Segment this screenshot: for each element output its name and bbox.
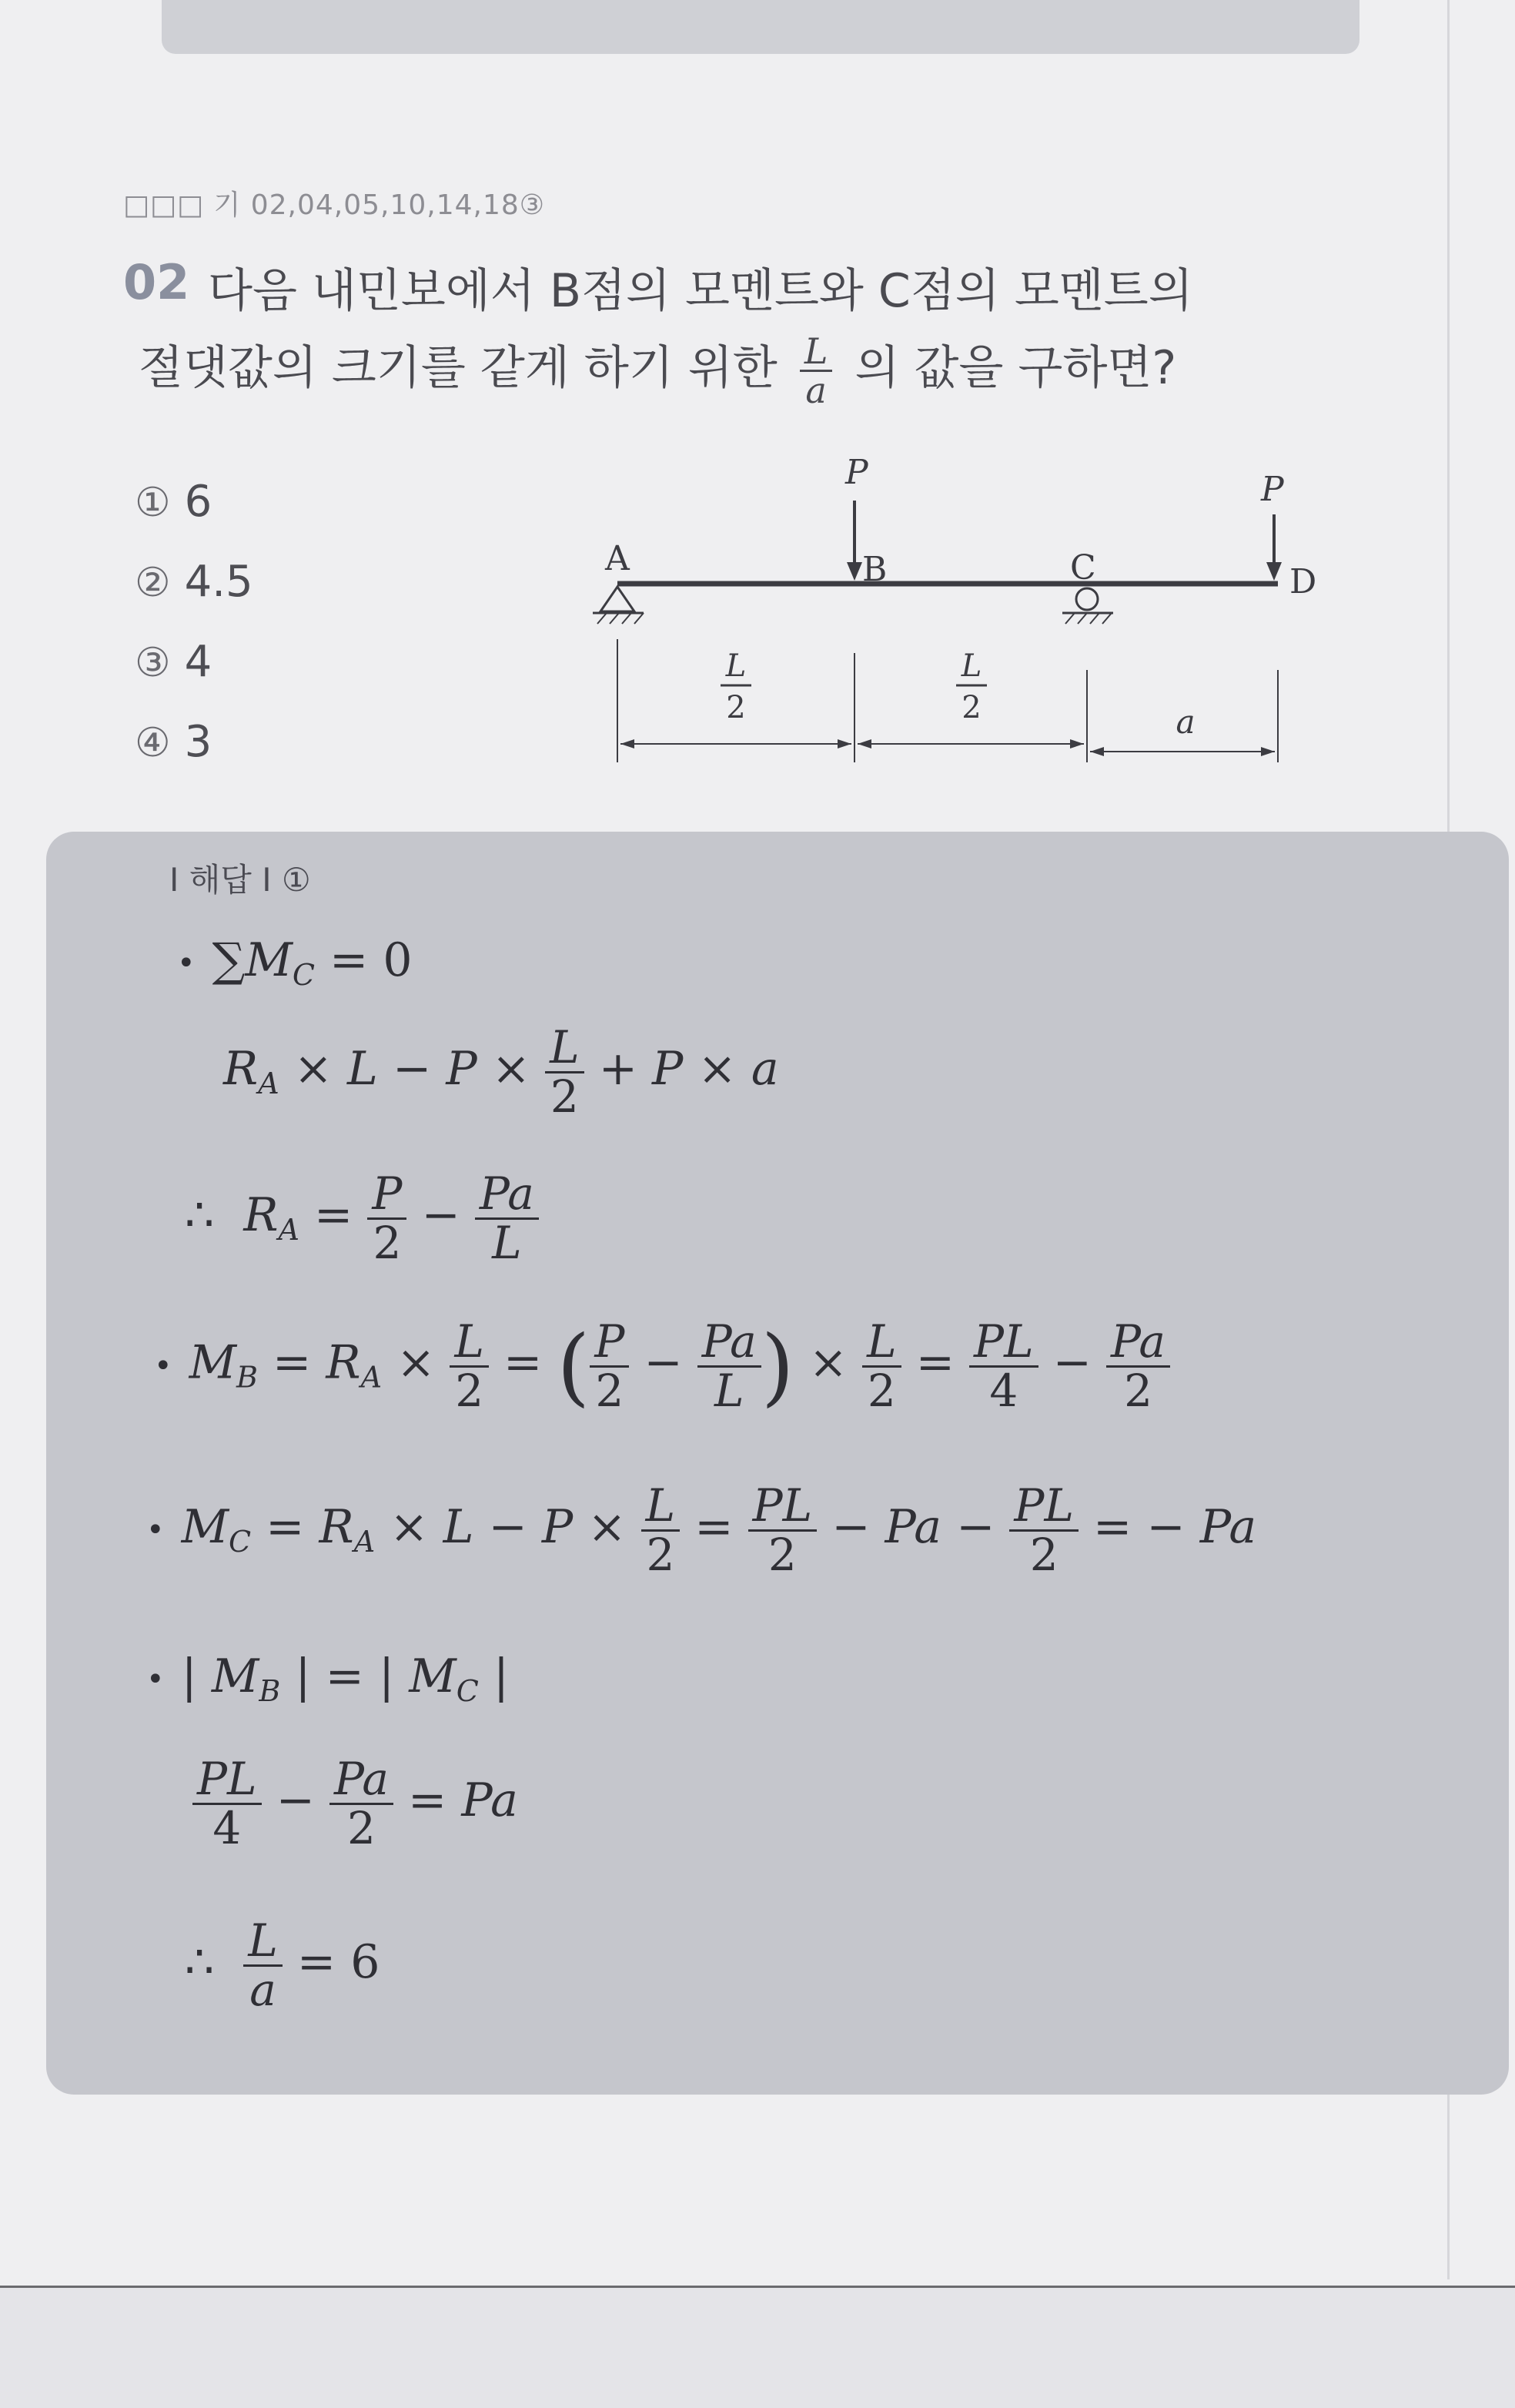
step-4-fraction-5 <box>969 1315 1038 1417</box>
equals: = <box>257 1335 326 1390</box>
right-paren: ) <box>761 1317 794 1415</box>
choice-3[interactable] <box>135 622 253 702</box>
label-point-a: A <box>605 539 630 578</box>
top-shaded-box <box>162 0 1359 54</box>
step-7-fraction-1 <box>192 1753 262 1854</box>
step-5-text-1: × L − P × <box>375 1499 641 1554</box>
choice-marker: ③ <box>135 640 171 686</box>
beam-diagram <box>570 447 1339 785</box>
step-4-fraction-6 <box>1106 1315 1170 1417</box>
minus: − <box>1038 1335 1107 1390</box>
label-point-c: C <box>1070 548 1096 588</box>
step-2-fraction <box>545 1021 584 1123</box>
ra-subscript: A <box>353 1524 376 1559</box>
frac-num: L <box>641 1482 681 1532</box>
solution-step-5 <box>146 1479 1257 1581</box>
solution-step-4 <box>154 1317 1170 1415</box>
abs-equals: | = | M <box>280 1649 457 1703</box>
mc-subscript: C <box>229 1524 252 1559</box>
bullet: • <box>177 946 196 982</box>
minus: − <box>261 1773 329 1827</box>
question-line-1: 다음 내민보에서 B점의 모멘트와 C점의 모멘트의 <box>208 264 1193 318</box>
dim-3-label: a <box>1176 703 1196 741</box>
solution-step-1 <box>177 933 413 992</box>
question-frac-num: L <box>800 333 833 372</box>
frac-num: Pa <box>697 1318 761 1368</box>
ra-symbol: R <box>223 1041 259 1096</box>
frac-num: Pa <box>329 1756 393 1805</box>
frac-num: PL <box>1009 1482 1079 1532</box>
step-4-fraction-4 <box>862 1315 901 1417</box>
choice-2[interactable] <box>135 542 253 622</box>
frac-num: PL <box>969 1318 1038 1368</box>
question-number: 02 <box>123 254 190 310</box>
abs-close: | <box>478 1649 510 1703</box>
dim-1-den: 2 <box>726 690 746 725</box>
times: × <box>382 1335 450 1390</box>
label-point-d: D <box>1289 562 1317 601</box>
ra-subscript: A <box>360 1360 383 1395</box>
frac-den: 2 <box>347 1801 376 1854</box>
step-3-fraction-1 <box>367 1167 406 1269</box>
step-4-fraction-3 <box>697 1315 761 1417</box>
moment-subscript: C <box>292 958 315 992</box>
step-5-text-2: − Pa − <box>817 1499 1010 1554</box>
question-tags: □□□ 기 02,04,05,10,14,18③ <box>123 189 546 221</box>
solution-label: I 해답 I ① <box>169 861 311 899</box>
step-3-fraction-2 <box>475 1167 539 1269</box>
step-5-fraction-3 <box>1009 1479 1079 1581</box>
frac-num: Pa <box>475 1171 539 1220</box>
frac-num: Pa <box>1106 1318 1170 1368</box>
equals: = <box>488 1335 557 1390</box>
roller-support-c <box>1076 588 1098 610</box>
ra-symbol: R <box>319 1499 354 1554</box>
bullet: • <box>154 1348 172 1384</box>
ra-symbol: R <box>326 1335 361 1390</box>
frac-num: L <box>862 1318 901 1368</box>
label-load-b: P <box>845 453 868 492</box>
frac-num: L <box>545 1024 584 1073</box>
mc-subscript: C <box>456 1674 479 1708</box>
answer-choices <box>135 462 253 782</box>
question-frac-den: a <box>805 369 827 411</box>
frac-den: L <box>714 1364 744 1417</box>
step-8-fraction <box>243 1914 283 2016</box>
mb-subscript: B <box>236 1360 258 1395</box>
therefore-symbol: ∴ <box>185 1187 215 1242</box>
therefore-symbol: ∴ <box>185 1934 215 1989</box>
step-5-fraction-2 <box>748 1479 818 1581</box>
choice-value: 6 <box>184 477 212 527</box>
minus: − <box>406 1187 475 1242</box>
frac-den: a <box>249 1963 276 2016</box>
equals: = <box>680 1499 748 1554</box>
frac-num: P <box>590 1318 629 1368</box>
equals: = <box>901 1335 970 1390</box>
equals: = <box>251 1499 319 1554</box>
frac-den: 4 <box>989 1364 1018 1417</box>
frac-den: 2 <box>768 1528 797 1581</box>
sigma-symbol: ∑ <box>212 933 246 987</box>
solution-step-8 <box>185 1914 380 2016</box>
bullet: • <box>146 1662 165 1698</box>
question-fraction <box>800 330 833 411</box>
question-line-2-post: 의 값을 구하면? <box>854 341 1177 395</box>
minus: − <box>629 1335 697 1390</box>
choice-marker: ② <box>135 560 171 606</box>
step-7-rhs: = Pa <box>393 1773 518 1827</box>
ra-symbol: R <box>243 1187 279 1242</box>
step-8-rhs: = 6 <box>282 1934 380 1989</box>
moment-symbol: M <box>245 933 293 987</box>
frac-den: 2 <box>595 1364 624 1417</box>
choice-1[interactable] <box>135 462 253 542</box>
frac-num: P <box>367 1171 406 1220</box>
mb-subscript: B <box>259 1674 281 1708</box>
question-line-2-pre: 절댓값의 크기를 같게 하기 위한 <box>139 341 778 395</box>
ra-subscript: A <box>258 1066 279 1100</box>
choice-4[interactable] <box>135 702 253 782</box>
abs-mb: | M <box>181 1649 259 1703</box>
step-2-text-2: + P × a <box>584 1041 779 1096</box>
frac-num: PL <box>192 1756 262 1805</box>
frac-den: 2 <box>1124 1364 1152 1417</box>
frac-num: L <box>243 1917 283 1967</box>
dim-2-num: L <box>961 648 982 684</box>
ra-subscript: A <box>278 1212 299 1247</box>
step-5-text-3: = − Pa <box>1078 1499 1257 1554</box>
page-bottom-margin <box>0 2288 1515 2408</box>
solution-step-3 <box>185 1167 539 1269</box>
step-1-rhs: = 0 <box>314 933 413 987</box>
frac-den: 4 <box>212 1801 242 1854</box>
mb-symbol: M <box>189 1335 237 1390</box>
step-7-fraction-2 <box>329 1753 393 1854</box>
mc-symbol: M <box>181 1499 229 1554</box>
solution-step-6 <box>146 1649 509 1708</box>
frac-num: L <box>450 1318 489 1368</box>
frac-den: 2 <box>867 1364 896 1417</box>
left-paren: ( <box>557 1317 590 1415</box>
step-4-fraction-1 <box>450 1315 489 1417</box>
step-2-text-1: × L − P × <box>279 1041 546 1096</box>
solution-step-2 <box>223 1021 779 1123</box>
choice-marker: ④ <box>135 720 171 766</box>
frac-den: 2 <box>455 1364 484 1417</box>
pin-support-a <box>600 587 634 611</box>
frac-den: 2 <box>646 1528 675 1581</box>
frac-den: L <box>492 1216 522 1269</box>
frac-den: 2 <box>373 1216 402 1269</box>
choice-marker: ① <box>135 480 171 526</box>
question-line-2 <box>139 331 1176 409</box>
choice-value: 4 <box>184 637 212 687</box>
label-point-b: B <box>862 550 888 589</box>
choice-value: 3 <box>184 717 212 767</box>
dim-1-num: L <box>725 648 747 684</box>
bullet: • <box>146 1512 165 1549</box>
choice-value: 4.5 <box>184 557 253 607</box>
frac-den: 2 <box>550 1070 579 1123</box>
dim-2-den: 2 <box>962 690 982 725</box>
solution-box <box>46 832 1509 2095</box>
label-load-d: P <box>1261 470 1284 509</box>
equals: = <box>299 1187 368 1242</box>
times: × <box>794 1335 863 1390</box>
step-4-fraction-2 <box>590 1315 629 1417</box>
solution-step-7 <box>192 1753 518 1854</box>
step-5-fraction-1 <box>641 1479 681 1581</box>
frac-num: PL <box>748 1482 818 1532</box>
frac-den: 2 <box>1029 1528 1058 1581</box>
